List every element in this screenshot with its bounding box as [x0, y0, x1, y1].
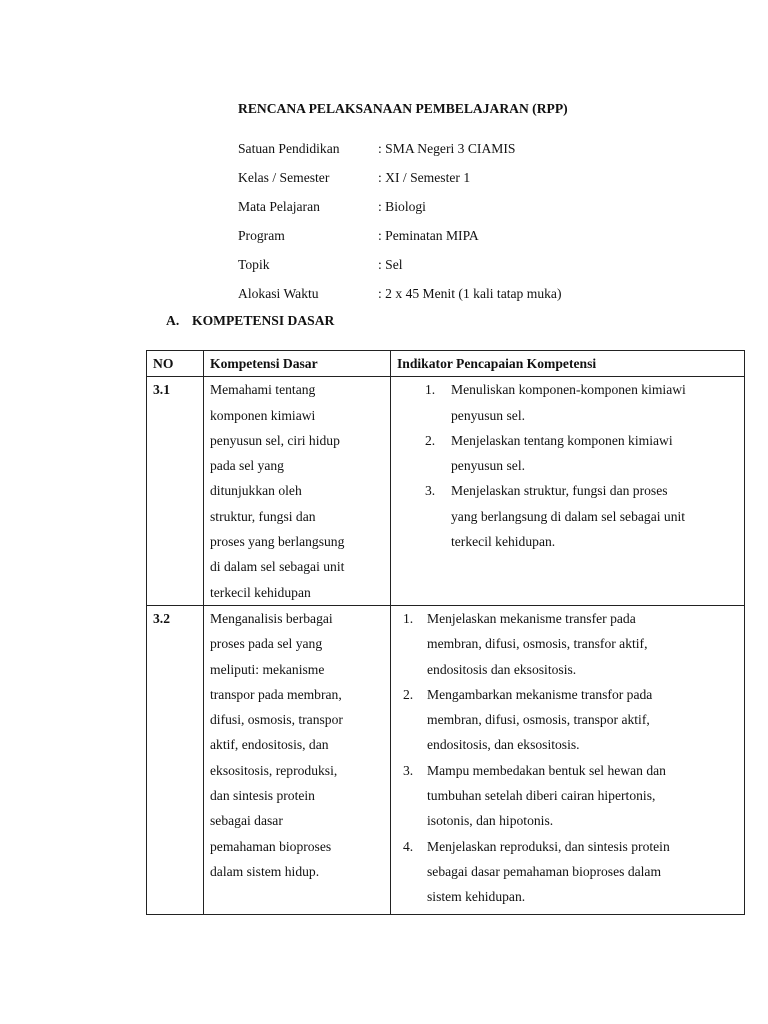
info-label: Alokasi Waktu	[238, 286, 319, 301]
kd-cell	[204, 377, 391, 606]
kd-line: proses pada sel yang	[210, 636, 323, 652]
indicator-line: endositosis, dan eksositosis.	[427, 737, 580, 753]
indicator-line: penyusun sel.	[451, 407, 526, 423]
indicator-line: Menjelaskan tentang komponen kimiawi	[451, 432, 673, 448]
kd-line: terkecil kehidupan	[210, 584, 311, 600]
kd-cell	[204, 605, 391, 914]
table-header-row	[147, 351, 745, 377]
indicator-line: sistem kehidupan.	[427, 889, 526, 905]
section-letter: A.	[166, 313, 180, 328]
indicator-line: Mengambarkan mekanisme transfor pada	[427, 686, 653, 702]
indicator-line: Menuliskan komponen-komponen kimiawi	[451, 382, 686, 398]
table-row	[147, 377, 745, 606]
info-value: : XI / Semester 1	[378, 170, 471, 185]
kd-line: Memahami tentang	[210, 382, 316, 398]
indicator-line: endositosis dan eksositosis.	[427, 661, 577, 677]
kd-line: komponen kimiawi	[210, 407, 316, 423]
header-kompetensi-dasar: Kompetensi Dasar	[204, 351, 391, 377]
indicator-line: penyusun sel.	[451, 458, 526, 474]
indicator-line: isotonis, dan hipotonis.	[427, 813, 554, 829]
indicator-line: Menjelaskan struktur, fungsi dan proses	[451, 483, 668, 499]
indicator-line: sebagai dasar pemahaman bioproses dalam	[427, 863, 662, 879]
indicator-line: tumbuhan setelah diberi cairan hipertonis,	[427, 788, 656, 804]
indicator-number: 1.	[403, 610, 414, 626]
section-title: KOMPETENSI DASAR	[192, 313, 335, 328]
kd-line: di dalam sel sebagai unit	[210, 559, 345, 575]
row-number: 3.2	[147, 605, 204, 914]
indicator-cell	[391, 377, 745, 606]
info-value: : Biologi	[378, 199, 426, 214]
info-label: Kelas / Semester	[238, 170, 330, 185]
indicator-item	[397, 682, 738, 758]
competency-table	[146, 350, 745, 915]
indicator-line: membran, difusi, osmosis, transfor aktif,	[427, 636, 648, 652]
indicator-line: Menjelaskan mekanisme transfer pada	[427, 610, 636, 626]
info-value: : Peminatan MIPA	[378, 228, 479, 243]
kd-line: pada sel yang	[210, 458, 284, 474]
indicator-item	[397, 834, 738, 910]
indicator-number: 2.	[403, 686, 414, 702]
document-title: RENCANA PELAKSANAAN PEMBELAJARAN (RPP)	[238, 101, 568, 116]
indicator-number: 4.	[403, 838, 414, 854]
kd-line: pemahaman bioproses	[210, 838, 332, 854]
kd-line: ditunjukkan oleh	[210, 483, 302, 499]
indicator-cell	[391, 605, 745, 914]
indicator-item	[397, 428, 738, 479]
indicator-number: 3.	[425, 483, 436, 499]
info-value: : SMA Negeri 3 CIAMIS	[378, 141, 516, 156]
info-label: Mata Pelajaran	[238, 199, 320, 214]
indicator-list	[397, 606, 738, 910]
indicator-number: 1.	[425, 382, 436, 398]
table-row	[147, 605, 745, 914]
indicator-item	[397, 478, 738, 554]
indicator-number: 2.	[425, 432, 436, 448]
info-value: : Sel	[378, 257, 403, 272]
row-number: 3.1	[147, 377, 204, 606]
kd-line: proses yang berlangsung	[210, 534, 345, 550]
kd-line: eksositosis, reproduksi,	[210, 762, 338, 778]
info-label: Topik	[238, 257, 270, 272]
info-label: Program	[238, 228, 285, 243]
indicator-line: terkecil kehidupan.	[451, 534, 556, 550]
kd-line: aktif, endositosis, dan	[210, 737, 329, 753]
header-indikator: Indikator Pencapaian Kompetensi	[391, 351, 745, 377]
kd-line: transpor pada membran,	[210, 686, 342, 702]
kd-line: difusi, osmosis, transpor	[210, 712, 343, 728]
kd-line: penyusun sel, ciri hidup	[210, 432, 340, 448]
kd-line: dan sintesis protein	[210, 788, 315, 804]
indicator-list	[397, 377, 738, 554]
info-value: : 2 x 45 Menit (1 kali tatap muka)	[378, 286, 562, 301]
kd-line: struktur, fungsi dan	[210, 508, 316, 524]
section-heading	[166, 313, 334, 329]
kd-line: sebagai dasar	[210, 813, 283, 829]
kd-line: meliputi: mekanisme	[210, 661, 325, 677]
indicator-item	[397, 758, 738, 834]
info-label: Satuan Pendidikan	[238, 141, 340, 156]
indicator-line: Mampu membedakan bentuk sel hewan dan	[427, 762, 666, 778]
indicator-line: yang berlangsung di dalam sel sebagai unit	[451, 508, 686, 524]
indicator-number: 3.	[403, 762, 414, 778]
indicator-item	[397, 377, 738, 428]
indicator-line: Menjelaskan reproduksi, dan sintesis protein	[427, 838, 670, 854]
kd-line: Menganalisis berbagai	[210, 610, 333, 626]
indicator-line: membran, difusi, osmosis, transpor aktif,	[427, 712, 650, 728]
indicator-item	[397, 606, 738, 682]
header-no: NO	[147, 351, 204, 377]
kd-line: dalam sistem hidup.	[210, 863, 320, 879]
